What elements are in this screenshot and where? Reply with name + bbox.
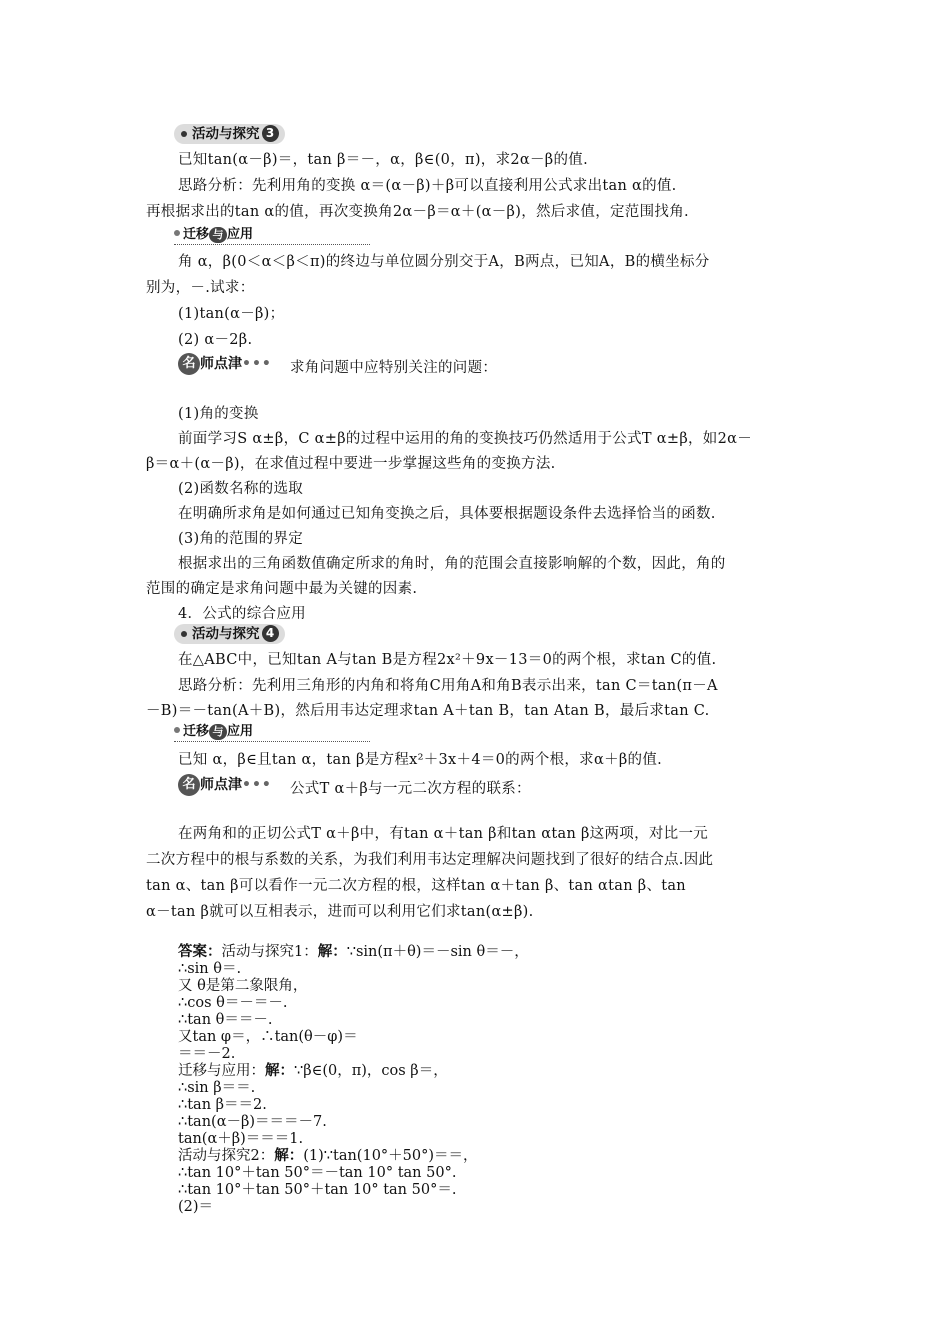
- answer-section: 活动与探究2：: [178, 1148, 275, 1164]
- badge-dots: •••: [242, 356, 272, 372]
- problem-text: 在△ABC中，已知tan A与tan B是方程2x²＋9x－13＝0的两个根，求tan C的值.: [178, 652, 717, 668]
- answer-line: (2)＝: [178, 1199, 214, 1215]
- badge-yu: 与: [209, 227, 227, 243]
- answer-section: 活动与探究1：: [221, 944, 318, 960]
- badge-number: 3: [262, 125, 279, 142]
- activity-badge-3: [174, 124, 285, 144]
- solution-label: 解：: [274, 1148, 304, 1164]
- tips-paragraph: α－tan β就可以互相表示，进而可以利用它们求tan(α±β).: [146, 904, 534, 920]
- section-heading: 4．公式的综合应用: [178, 606, 306, 622]
- badge-label: 师点津: [200, 356, 242, 372]
- badge-label: 活动与探究: [192, 126, 260, 142]
- tips-paragraph: 在两角和的正切公式T α＋β中，有tan α＋tan β和tan αtan β这两项，对比一元: [178, 826, 709, 842]
- answer-text: (1)∵tan(10°＋50°)＝＝，: [303, 1148, 478, 1164]
- answer-line: ＝＝－2.: [178, 1046, 236, 1062]
- tips-heading: (3)角的范围的界定: [178, 531, 304, 547]
- badge-label: 应用: [227, 227, 254, 242]
- answer-line: ∴sin θ＝.: [178, 961, 242, 977]
- analysis-text: 再根据求出的tan α的值，再次变换角2α－β＝α＋(α－β)，然后求值，定范围找角.: [146, 204, 689, 220]
- badge-label: 师点津: [200, 777, 242, 793]
- solution-label: 解：: [265, 1063, 294, 1079]
- answer-section: 迁移与应用：: [178, 1063, 265, 1079]
- badge-dots: •••: [242, 777, 272, 793]
- analysis-text: 思路分析：先利用角的变换 α＝(α－β)＋β可以直接利用公式求出tan α的值.: [178, 178, 677, 194]
- badge-ming: 名: [178, 774, 200, 796]
- answer-line: ∴tan 10°＋tan 50°＝－tan 10° tan 50°.: [178, 1165, 457, 1181]
- answer-line: 又tan φ＝，∴tan(θ－φ)＝: [178, 1029, 358, 1045]
- problem-text: 已知tan(α－β)＝，tan β＝－，α，β∈(0，π)，求2α－β的值.: [178, 152, 588, 168]
- tips-paragraph: tan α、tan β可以看作一元二次方程的根，这样tan α＋tan β、tan αtan β、tan: [146, 878, 686, 894]
- tips-paragraph: 在明确所求角是如何通过已知角变换之后，具体要根据题设条件去选择恰当的函数.: [178, 506, 716, 522]
- bullet-icon: [181, 131, 187, 137]
- answer-line: ∴tan θ＝＝－.: [178, 1012, 273, 1028]
- analysis-text: 思路分析：先利用三角形的内角和将角C用角A和角B表示出来，tan C＝tan(π－A: [178, 678, 718, 694]
- analysis-text: －B)＝－tan(A＋B)，然后用韦达定理求tan A＋tan B，tan Atan B，最后求tan C.: [146, 703, 710, 719]
- answer-line: [178, 944, 529, 961]
- answer-text: ∵sin(π＋θ)＝－sin θ＝－，: [346, 944, 529, 960]
- bullet-icon: [174, 727, 180, 733]
- exercise-question: (2) α－2β.: [178, 332, 253, 348]
- answer-line: tan(α＋β)＝＝＝1.: [178, 1131, 304, 1147]
- tips-paragraph: 前面学习S α±β，C α±β的过程中运用的角的变换技巧仍然适用于公式T α±β，如2α－: [178, 431, 753, 447]
- tips-heading: (2)函数名称的选取: [178, 481, 304, 497]
- activity-badge-4: [174, 624, 285, 644]
- bullet-icon: [181, 631, 187, 637]
- badge-label: 应用: [227, 724, 254, 739]
- solution-label: 解：: [317, 944, 347, 960]
- tips-title: 公式T α＋β与一元二次方程的联系：: [290, 781, 531, 797]
- tips-title: 求角问题中应特别关注的问题：: [290, 360, 498, 376]
- exercise-question: (1)tan(α－β)；: [178, 306, 285, 322]
- answer-text: ∵β∈(0，π)，cos β＝，: [294, 1063, 448, 1079]
- answer-line: [178, 1063, 448, 1080]
- answer-line: ∴tan 10°＋tan 50°＋tan 10° tan 50°＝.: [178, 1182, 457, 1198]
- tips-heading: (1)角的变换: [178, 406, 259, 422]
- exercise-text: 角 α，β(0＜α＜β＜π)的终边与单位圆分别交于A，B两点，已知A，B的横坐标分: [178, 254, 710, 270]
- answer-line: ∴sin β＝＝.: [178, 1080, 256, 1096]
- answer-label: 答案：: [178, 944, 222, 960]
- badge-label: 迁移: [183, 724, 210, 739]
- tips-paragraph: 根据求出的三角函数值确定所求的角时，角的范围会直接影响解的个数，因此，角的: [178, 556, 726, 572]
- answer-line: [178, 1148, 478, 1165]
- teacher-tips-badge: [178, 352, 272, 376]
- bullet-icon: [174, 230, 180, 236]
- teacher-tips-badge: [178, 773, 272, 797]
- badge-label: 活动与探究: [192, 626, 260, 642]
- answer-line: 又 θ是第二象限角，: [178, 978, 308, 994]
- tips-paragraph: β＝α＋(α－β)，在求值过程中要进一步掌握这些角的变换方法.: [146, 456, 556, 472]
- exercise-text: 别为，－.试求：: [146, 280, 255, 296]
- tips-paragraph: 二次方程中的根与系数的关系，为我们利用韦达定理解决问题找到了很好的结合点.因此: [146, 852, 714, 868]
- badge-label: 迁移: [183, 227, 210, 242]
- answer-line: ∴tan(α－β)＝＝＝－7.: [178, 1114, 327, 1130]
- migrate-apply-badge: [174, 723, 370, 742]
- exercise-text: 已知 α，β∈且tan α，tan β是方程x²＋3x＋4＝0的两个根，求α＋β的值.: [178, 752, 663, 768]
- answer-line: ∴tan β＝＝2.: [178, 1097, 267, 1113]
- answer-line: ∴cos θ＝－＝－.: [178, 995, 288, 1011]
- migrate-apply-badge: [174, 226, 370, 245]
- badge-ming: 名: [178, 353, 200, 375]
- tips-paragraph: 范围的确定是求角问题中最为关键的因素.: [146, 581, 418, 597]
- badge-number: 4: [262, 625, 279, 642]
- badge-yu: 与: [209, 724, 227, 740]
